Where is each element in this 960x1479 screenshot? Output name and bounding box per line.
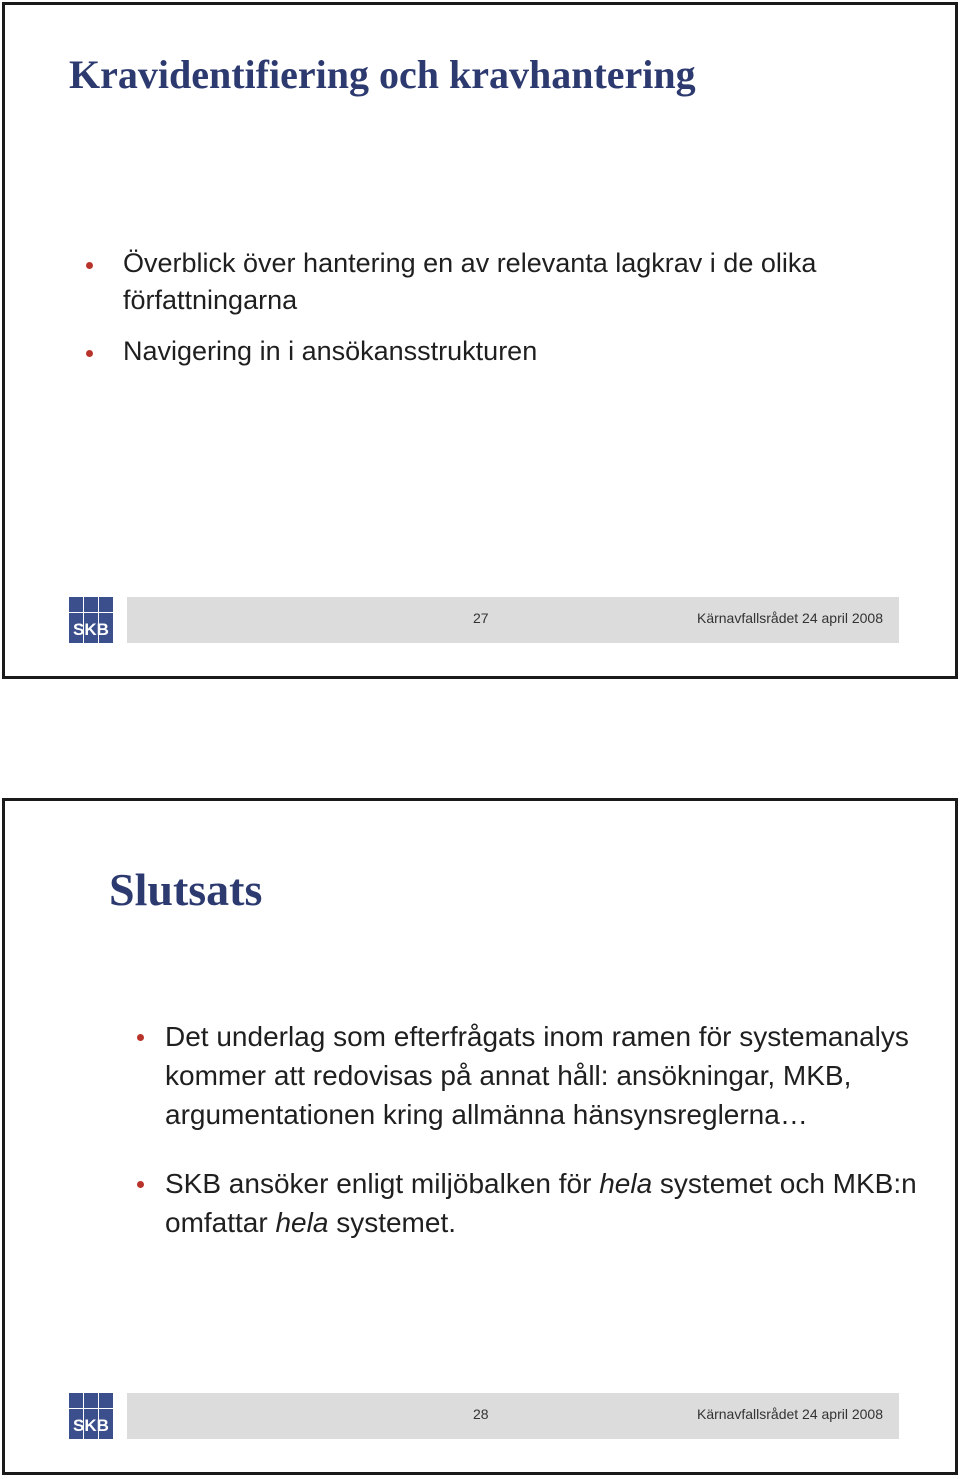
footer-bar	[127, 1393, 899, 1439]
bullet-text: Överblick över hantering en av relevanta lagkrav i de olika författningarna	[123, 248, 817, 315]
skb-logo	[69, 597, 113, 643]
slide-27	[2, 2, 958, 679]
bullet-list	[123, 245, 923, 384]
bullet-text-part: systemet.	[328, 1207, 457, 1238]
slide-footer	[69, 597, 899, 643]
slide-title: Kravidentifiering och kravhantering	[69, 52, 696, 97]
bullet-text: Det underlag som efterfrågats inom ramen för systemanalys kommer att redovisas på annat håll: ansökningar, MKB, argumentationen kring allmänna hänsynsreglerna…	[165, 1021, 909, 1130]
svg-text:SKB: SKB	[73, 1416, 109, 1435]
bullet-list	[165, 1017, 925, 1272]
footer-text: Kärnavfallsrådet 24 april 2008	[696, 1406, 883, 1422]
bullet-emphasis: hela	[275, 1207, 329, 1238]
svg-text:SKB: SKB	[73, 620, 109, 639]
page-number: 28	[473, 1406, 489, 1422]
bullet-emphasis: hela	[599, 1168, 653, 1199]
slide-footer	[69, 1393, 899, 1439]
footer-text: Kärnavfallsrådet 24 april 2008	[696, 610, 883, 626]
bullet-text-part: systemet och MKB:n omfattar	[165, 1168, 917, 1238]
footer-bar	[127, 597, 899, 643]
bullet-text: Navigering in i ansökansstrukturen	[123, 336, 538, 366]
bullet-item	[123, 333, 923, 370]
bullet-dot-icon	[137, 1181, 144, 1188]
bullet-text-part: SKB ansöker enligt miljöbalken för	[165, 1168, 600, 1199]
page-number: 27	[473, 610, 489, 626]
bullet-dot-icon	[86, 262, 93, 269]
bullet-item	[165, 1164, 925, 1242]
bullet-dot-icon	[137, 1034, 144, 1041]
bullet-item	[165, 1017, 925, 1134]
slide-title: Slutsats	[109, 864, 263, 915]
bullet-dot-icon	[86, 350, 93, 357]
bullet-item	[123, 245, 923, 319]
slide-28	[2, 798, 958, 1475]
skb-logo	[69, 1393, 113, 1439]
